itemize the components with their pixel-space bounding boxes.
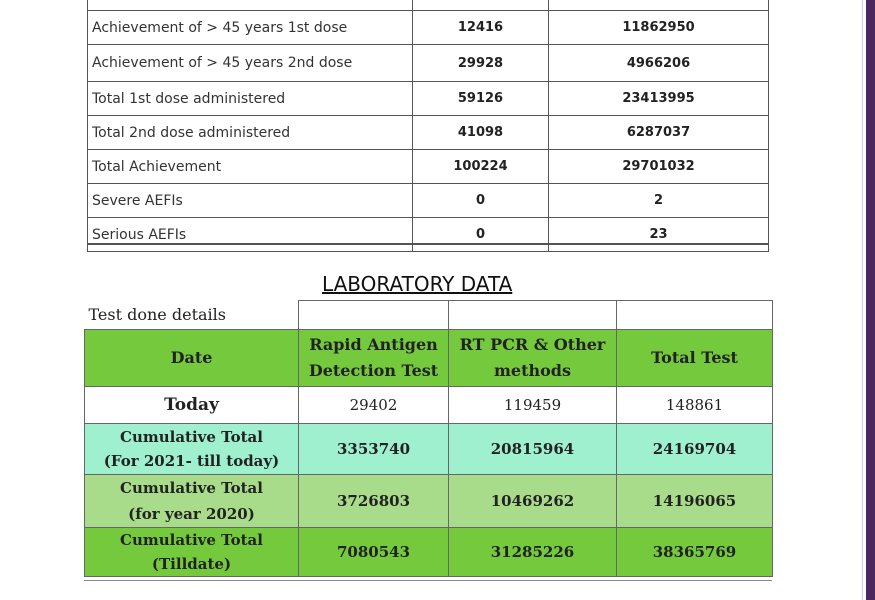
cumulative-value: 23 — [549, 218, 769, 252]
date-header: Date — [85, 330, 299, 387]
rtpcr-value: 10469262 — [449, 475, 617, 528]
total-test-header: Total Test — [617, 330, 773, 387]
row-label: Serious AEFIs — [88, 218, 413, 252]
cumulative-value: 29701032 — [549, 150, 769, 184]
row-label: Total 2nd dose administered — [88, 116, 413, 150]
rtpcr-value: 119459 — [449, 387, 617, 424]
total-value: 38365769 — [617, 528, 773, 577]
today-value: 0 — [413, 218, 549, 252]
row-label: Cumulative Total (For 2021- till today) — [85, 424, 299, 475]
rtpcr-value: 31285226 — [449, 528, 617, 577]
rapid-value: 3726803 — [299, 475, 449, 528]
today-value: 59126 — [413, 82, 549, 116]
total-value: 14196065 — [617, 475, 773, 528]
table-row — [88, 150, 769, 184]
table-row — [85, 387, 773, 424]
table-row — [88, 82, 769, 116]
table-row — [88, 218, 769, 252]
table-row — [88, 184, 769, 218]
row-label: Achievement of > 45 years 1st dose — [88, 11, 413, 45]
total-value: 24169704 — [617, 424, 773, 475]
table-bottom-rule — [84, 580, 772, 581]
row-label: Cumulative Total (for year 2020) — [85, 475, 299, 528]
row-label: Total 1st dose administered — [88, 82, 413, 116]
table-bottom-rule — [87, 243, 768, 245]
table-row — [85, 424, 773, 475]
row-label: Cumulative Total (Tilldate) — [85, 528, 299, 577]
row-label: Total Achievement — [88, 150, 413, 184]
cumulative-value: 2 — [549, 184, 769, 218]
row-label: Today — [85, 387, 299, 424]
rapid-value: 3353740 — [299, 424, 449, 475]
cumulative-value: 23413995 — [549, 82, 769, 116]
rt-pcr-header: RT PCR & Other methods — [449, 330, 617, 387]
rapid-value: 7080543 — [299, 528, 449, 577]
laboratory-data-title: LABORATORY DATA — [322, 272, 513, 296]
page-edge-bar — [866, 0, 875, 600]
page-divider-line — [862, 0, 863, 600]
cumulative-value: 6287037 — [549, 116, 769, 150]
table-row — [85, 301, 773, 330]
table-row — [85, 475, 773, 528]
rapid-antigen-header: Rapid Antigen Detection Test — [299, 330, 449, 387]
row-label: Severe AEFIs — [88, 184, 413, 218]
vaccination-table — [87, 0, 769, 252]
test-done-details-label: Test done details — [85, 301, 299, 330]
total-value: 148861 — [617, 387, 773, 424]
today-value: 41098 — [413, 116, 549, 150]
table-row — [88, 45, 769, 82]
table-row — [88, 11, 769, 45]
table-row — [88, 116, 769, 150]
today-value: 12416 — [413, 11, 549, 45]
today-value: 29928 — [413, 45, 549, 82]
cumulative-value: 11862950 — [549, 11, 769, 45]
rapid-value: 29402 — [299, 387, 449, 424]
table-row — [88, 0, 769, 11]
row-label: Achievement of > 45 years 2nd dose — [88, 45, 413, 82]
laboratory-table — [84, 300, 773, 577]
table-row — [85, 528, 773, 577]
cumulative-value: 4966206 — [549, 45, 769, 82]
header-row — [85, 330, 773, 387]
rtpcr-value: 20815964 — [449, 424, 617, 475]
today-value: 0 — [413, 184, 549, 218]
today-value: 100224 — [413, 150, 549, 184]
